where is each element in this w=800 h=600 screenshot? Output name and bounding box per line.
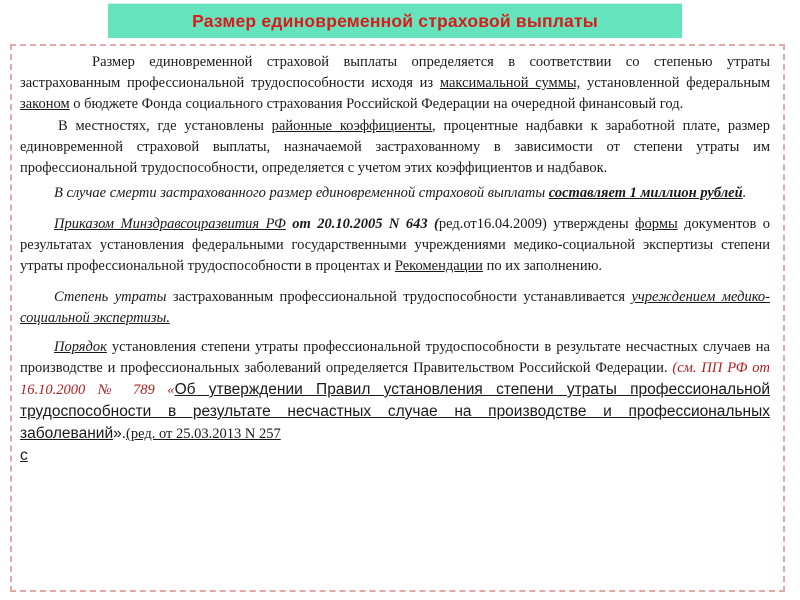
text-run: застрахованным профессиональной трудоспособности устанавливается (166, 289, 632, 305)
text-run: документов о результатах установления федеральными государственными учреждениями медико-социальной экспертизы степени утраты профессиональной трудоспособности в процентах и (20, 216, 771, 274)
text-run: ( (434, 216, 439, 232)
text-run: ». (113, 425, 127, 442)
link-decree-title[interactable]: Об утверждении Правил установления степени утраты профессиональной трудоспособности в результате несчастных случае на производстве и профессиональных заболеваний (20, 381, 771, 442)
paragraph-death-payment (20, 183, 770, 204)
amount-one-million: составляет 1 миллион рублей (548, 185, 743, 201)
link-max-sum[interactable]: максимальной суммы, (439, 75, 581, 91)
link-recommendations[interactable]: Рекомендации (394, 258, 483, 274)
text-run: Размер единовременной страховой выплаты определяется в соответствии со степенью утраты застрахованным профессиональной трудоспособности исходя из (20, 54, 770, 91)
link-procedure[interactable]: Порядок (54, 339, 107, 355)
link-regional-coefficients[interactable]: районные коэффициенты (271, 118, 433, 134)
document-body (20, 52, 770, 467)
text-run: о бюджете Фонда социального страхования Российской Федерации на очередной финансовый год. (69, 96, 684, 112)
order-edition: ред.от16.04.2009) (438, 216, 547, 232)
text-run: В местностях, где установлены (58, 118, 272, 134)
text-run: В случае смерти застрахованного размер единовременной страховой выплаты (54, 185, 549, 201)
link-medical-institution[interactable]: учреждением медико-социальной экспертизы. (20, 289, 770, 326)
paragraph-degree-of-loss (20, 287, 770, 329)
text-run: установления степени утраты профессиональной трудоспособности в результате несчастных случаев на производстве и профессиональных заболеваний определяется Правительством Российской Федерации. (20, 339, 770, 376)
paragraph-procedure (20, 337, 770, 467)
text-run: , процентные надбавки к заработной плате, размер единовременной страховой выплаты, назначаемой застрахованному в зависимости от степени утраты им профессиональной трудоспособности, определяется с учетом этих коэффициентов и надбавок. (20, 118, 770, 176)
term-degree-of-loss: Степень утраты (54, 289, 167, 305)
slide-title-bar (108, 3, 682, 38)
text-run: по их заполнению. (482, 258, 603, 274)
slide-title: Размер единовременной страховой выплаты (192, 10, 598, 31)
paragraph-payment-size (20, 52, 770, 115)
text-run: . (742, 185, 747, 201)
link-law[interactable]: законом (20, 96, 70, 112)
decree-edition: (ред. от 25.03.2013 N 257 (126, 426, 281, 442)
order-date-number: от 20.10.2005 N 643 (285, 216, 435, 232)
decree-reference: (см. ПП РФ от 16.10.2000 № 789 « (20, 360, 770, 398)
text-run: установленной федеральным (580, 75, 770, 91)
link-ministry-order[interactable]: Приказом Минздравсоцразвития РФ (54, 216, 286, 232)
text-run: с (20, 447, 28, 464)
link-forms[interactable]: формы (635, 216, 678, 232)
paragraph-regional-coefficients (20, 116, 770, 179)
text-run: утверждены (546, 216, 636, 232)
paragraph-ministry-order (20, 214, 770, 277)
